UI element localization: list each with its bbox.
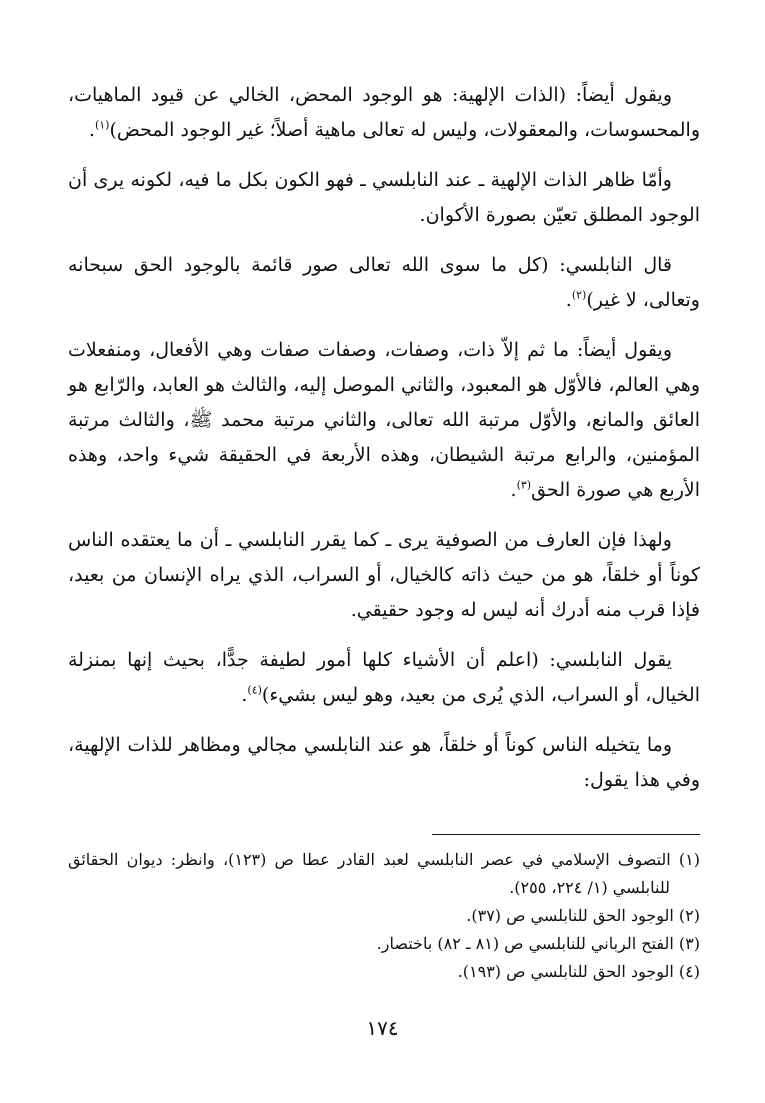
paragraph-3: قال النابلسي: (كل ما سوى الله تعالى صور قائمة بالوجود الحق سبحانه وتعالى، لا غير)$^{(٢)}$.: [68, 254, 700, 311]
footnote-4: (٤) الوجود الحق للنابلسي ص (١٩٣).: [457, 962, 700, 981]
paragraph-7: وما يتخيله الناس كوناً أو خلقاً، هو عند النابلسي مجالي ومظاهر للذات الإلهية، وفي هذا يقول:: [68, 734, 700, 791]
paragraph-2: وأمّا ظاهر الذات الإلهية ـ عند النابلسي ـ فهو الكون بكل ما فيه، لكونه يرى أن الوجود المطلق تعيّن بصورة الأكوان.: [68, 169, 700, 226]
footnote-divider: [432, 834, 700, 835]
paragraph-1: ويقول أيضاً: (الذات الإلهية: هو الوجود المحض، الخالي عن قيود الماهيات، والمحسوسات، والمعقولات، وليس له تعالى ماهية أصلاً؛ غير الوجود المحض)$^{(١)}$.: [68, 84, 700, 141]
paragraph-4: ويقول أيضاً: ما ثم إلاّ ذات، وصفات، وصفات صفات وهي الأفعال، ومنفعلات وهي العالم، فالأوّل هو المعبود، والثاني الموصل إليه، والثالث هو العابد، والرّابع هو العائق والمانع، والأوّل مرتبة الله تعالى، والثاني مرتبة محمد ﷺ، والثالث مرتبة المؤمنين، والرابع مرتبة الشيطان، وهذه الأربعة في الحقيقة شيء واحد، وهذه الأربع هي صورة الحق$^{(٣)}$.: [68, 339, 700, 501]
footnotes: [68, 846, 700, 986]
footnote-1: (١) التصوف الإسلامي في عصر النابلسي لعبد القادر عطا ص (١٢٣)، وانظر: ديوان الحقائق للنابلسي (١/ ٢٢٤، ٢٥٥).: [68, 850, 700, 897]
main-text: [68, 78, 700, 813]
footnote-ref-2[interactable]: (٢): [571, 288, 587, 302]
footnote-ref-1[interactable]: (١): [94, 118, 110, 132]
footnote-3: (٣) الفتح الرباني للنابلسي ص (٨١ ـ ٨٢) باختصار.: [376, 934, 700, 953]
page-number: ١٧٤: [366, 1016, 399, 1040]
footnote-ref-3[interactable]: (٣): [516, 478, 532, 492]
footnote-ref-4[interactable]: (٤): [247, 683, 262, 697]
footnote-2: (٢) الوجود الحق للنابلسي ص (٣٧).: [466, 906, 700, 925]
paragraph-5: ولهذا فإن العارف من الصوفية يرى ـ كما يقرر النابلسي ـ أن ما يعتقده الناس كوناً أو خلقاً، هو من حيث ذاته كالخيال، أو السراب، الذي يراه الإنسان من بعيد، فإذا قرب منه أدرك أنه ليس له وجود حقيقي.: [68, 529, 700, 621]
paragraph-6: يقول النابلسي: (اعلم أن الأشياء كلها أمور لطيفة جدًّا، بحيث إنها بمنزلة الخيال، أو السراب، الذي يُرى من بعيد، وهو ليس بشيء)$^{(٤)}$.: [68, 649, 700, 706]
